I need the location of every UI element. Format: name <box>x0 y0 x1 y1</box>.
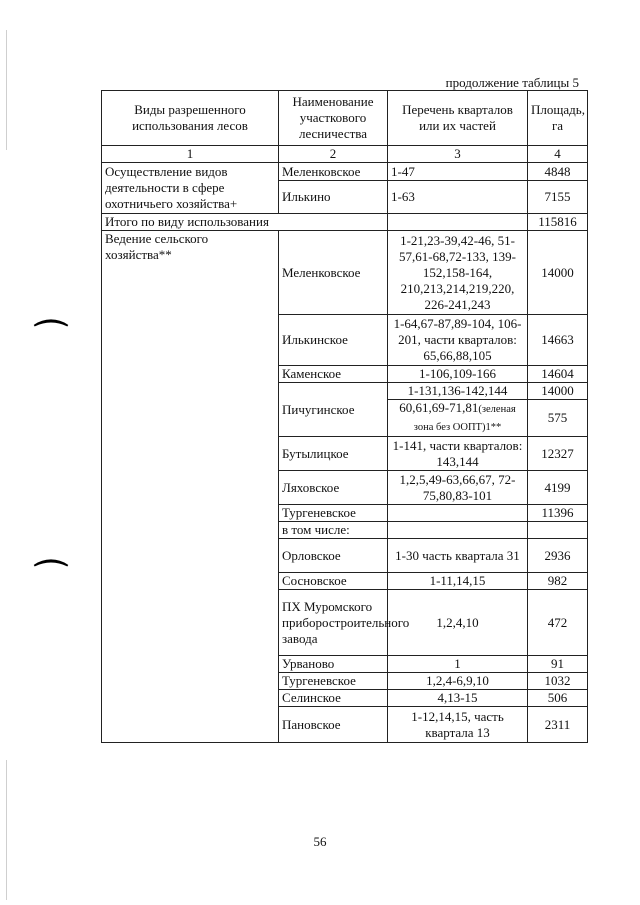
subgroup-label: в том числе: <box>279 522 388 539</box>
area-cell: 7155 <box>528 181 588 214</box>
column-number-row <box>102 146 588 163</box>
empty-cell <box>388 214 528 231</box>
header-forestry: Наименование участкового лесничества <box>279 91 388 146</box>
area-cell: 14663 <box>528 315 588 366</box>
area-cell: 14604 <box>528 366 588 383</box>
forestry-cell: Меленковское <box>279 163 388 181</box>
area-cell: 2311 <box>528 707 588 743</box>
quarters-cell: 1,2,5,49-63,66,67, 72-75,80,83-101 <box>388 471 528 505</box>
quarters-cell: 1 <box>388 656 528 673</box>
table-header-row <box>102 91 588 146</box>
quarters-note: (зеленая зона без ООПТ)1** <box>413 404 516 433</box>
column-number: 2 <box>279 146 388 163</box>
quarters-cell: 1-30 часть квартала 31 <box>388 539 528 573</box>
scan-mark-bottom: ⌒ <box>34 560 68 597</box>
area-cell: 14000 <box>528 231 588 315</box>
header-area: Площадь, га <box>528 91 588 146</box>
forestry-cell: Бутылицкое <box>279 437 388 471</box>
column-number: 4 <box>528 146 588 163</box>
quarters-cell: 1-21,23-39,42-46, 51-57,61-68,72-133, 139-152,158-164, 210,213,214,219,220, 226-241,243 <box>388 231 528 315</box>
quarters-cell: 1-47 <box>388 163 528 181</box>
scan-edge-line <box>6 760 7 900</box>
quarters-cell: 1,2,4,10 <box>388 590 528 656</box>
total-label: Итого по виду использования <box>102 214 388 231</box>
forestry-cell: Илькино <box>279 181 388 214</box>
table-caption: продолжение таблицы 5 <box>445 75 579 90</box>
quarters-cell: 1-131,136-142,144 <box>388 383 528 400</box>
table-row <box>102 231 588 315</box>
use-type-cell: Ведение сельского хозяйства** <box>102 231 279 743</box>
forestry-cell: Меленковское <box>279 231 388 315</box>
forestry-cell: Урваново <box>279 656 388 673</box>
forestry-cell: Пановское <box>279 707 388 743</box>
column-number: 3 <box>388 146 528 163</box>
quarters-cell: 1-63 <box>388 181 528 214</box>
quarters-cell <box>388 505 528 522</box>
use-type-cell: Осуществление видов деятельности в сфере охотничьего хозяйства+ <box>102 163 279 214</box>
quarters-cell: 1,2,4-6,9,10 <box>388 673 528 690</box>
forestry-cell: ПХ Муромского приборостроительного завода <box>279 590 388 656</box>
area-cell: 982 <box>528 573 588 590</box>
scan-edge-line <box>6 30 7 150</box>
header-quarters: Перечень кварталов или их частей <box>388 91 528 146</box>
forestry-cell: Орловское <box>279 539 388 573</box>
forestry-cell: Каменское <box>279 366 388 383</box>
forestry-cell: Илькинское <box>279 315 388 366</box>
table-row <box>102 163 588 181</box>
forestry-cell: Селинское <box>279 690 388 707</box>
quarters-cell: 4,13-15 <box>388 690 528 707</box>
forest-use-table <box>101 90 588 743</box>
area-cell: 4848 <box>528 163 588 181</box>
area-cell: 11396 <box>528 505 588 522</box>
forestry-cell: Ляховское <box>279 471 388 505</box>
quarters-cell <box>388 400 528 437</box>
column-number: 1 <box>102 146 279 163</box>
total-row <box>102 214 588 231</box>
forestry-cell: Тургеневское <box>279 505 388 522</box>
total-area: 115816 <box>528 214 588 231</box>
area-cell: 2936 <box>528 539 588 573</box>
empty-cell <box>388 522 528 539</box>
area-cell: 4199 <box>528 471 588 505</box>
quarters-cell: 1-64,67-87,89-104, 106-201, части кварталов: 65,66,88,105 <box>388 315 528 366</box>
area-cell: 506 <box>528 690 588 707</box>
forestry-cell: Пичугинское <box>279 383 388 437</box>
area-cell: 91 <box>528 656 588 673</box>
area-cell: 1032 <box>528 673 588 690</box>
quarters-cell: 1-12,14,15, часть квартала 13 <box>388 707 528 743</box>
page-number: 56 <box>313 834 327 849</box>
quarters-main: 60,61,69-71,81 <box>399 400 479 415</box>
quarters-cell: 1-141, части кварталов: 143,144 <box>388 437 528 471</box>
header-use-type: Виды разрешенного использования лесов <box>102 91 279 146</box>
area-cell: 575 <box>528 400 588 437</box>
area-cell: 472 <box>528 590 588 656</box>
area-cell: 12327 <box>528 437 588 471</box>
forestry-cell: Сосновское <box>279 573 388 590</box>
forestry-cell: Тургеневское <box>279 673 388 690</box>
area-cell: 14000 <box>528 383 588 400</box>
quarters-cell: 1-106,109-166 <box>388 366 528 383</box>
scan-mark-top: ⌒ <box>34 320 68 357</box>
quarters-cell: 1-11,14,15 <box>388 573 528 590</box>
empty-cell <box>528 522 588 539</box>
